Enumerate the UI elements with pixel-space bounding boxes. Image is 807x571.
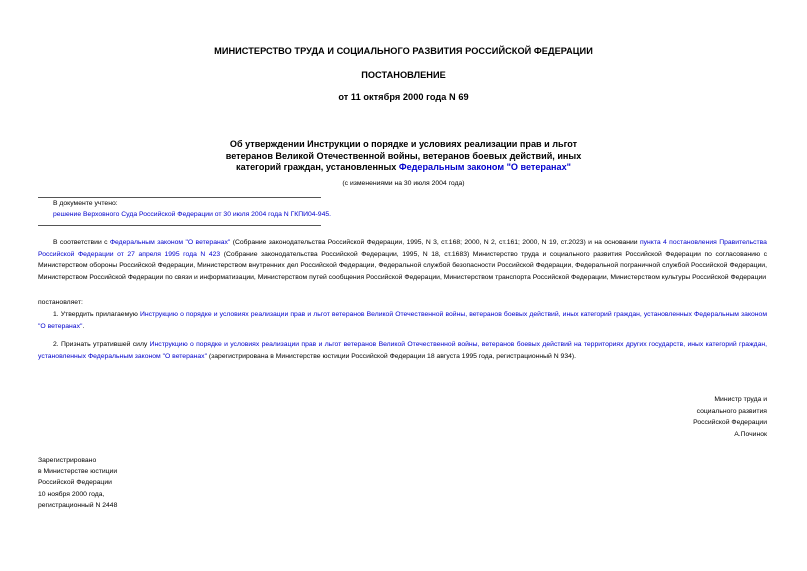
item-2-text: 2. Признать утратившей силу	[53, 341, 150, 348]
preamble-text-1: В соответствии с	[53, 239, 110, 246]
signature-line-3: Российской Федерации	[693, 419, 767, 426]
signature-name: А.Починок	[734, 430, 767, 438]
item-1-paragraph	[38, 309, 767, 332]
registration-line-2: в Министерстве юстиции	[38, 468, 118, 476]
item-2-end: (зарегистрирована в Министерстве юстиции Российской Федерации 18 августа 1995 года, регистрационный N 934).	[206, 352, 577, 360]
preamble-text-2: (Собрание законодательства Российской Федерации, 1995, N 3, ст.168; 2000, N 2, ст.161; 2000, N 19, ст.2023) и на основании	[230, 239, 640, 246]
document-date: от 11 октября 2000 года N 69	[338, 92, 469, 102]
supreme-court-decision-link[interactable]: решение Верховного Суда Российской Федерации от 30 июля 2004 года N ГКПИ04-945.	[53, 211, 332, 218]
item-1-text: 1. Утвердить прилагаемую	[53, 311, 140, 318]
amendments-note: (с изменениями на 30 июля 2004 года)	[342, 180, 465, 187]
document-title	[0, 139, 807, 174]
veterans-law-link[interactable]: Федеральным законом "О ветеранах"	[109, 239, 231, 246]
instruction-approved-link[interactable]: Инструкцию о порядке и условиях реализации прав и льгот ветеранов Великой Отечественной войны, ветеранов боевых действий, иных категорий граждан, установленных Федеральным законом "О ветеранах"	[38, 311, 767, 330]
title-line-3	[0, 162, 807, 174]
registration-date: 10 ноября 2000 года,	[38, 490, 105, 498]
registration-number: регистрационный N 2448	[38, 501, 118, 509]
signature-line-2: социального развития	[696, 407, 767, 415]
veterans-law-title-link[interactable]: Федеральным законом "О ветеранах"	[398, 162, 571, 172]
minister-signature	[560, 394, 767, 440]
title-line-1: Об утверждении Инструкции о порядке и условиях реализации прав и льгот	[229, 139, 578, 149]
signature-line-1: Министр труда и	[714, 396, 767, 403]
title-line-2: ветеранов Великой Отечественной войны, ветеранов боевых действий, иных	[225, 150, 582, 161]
resolves-label: постановляет:	[38, 299, 83, 306]
title-line-3-text: категорий граждан, установленных	[236, 162, 399, 172]
registration-line-1: Зарегистрировано	[38, 457, 97, 464]
item-2-paragraph	[38, 339, 767, 362]
document-type: ПОСТАНОВЛЕНИЕ	[361, 70, 446, 80]
instruction-repealed-link[interactable]: Инструкцию о порядке и условиях реализации прав и льгот ветеранов Великой Отечественной войны, ветеранов боевых действий на территориях других государств, иных категорий граждан, установленных Федеральным законом "О ветеранах"	[38, 341, 767, 360]
divider-bottom	[38, 225, 321, 226]
preamble-paragraph	[38, 237, 767, 284]
accounted-label: В документе учтено:	[53, 200, 118, 207]
registration-block	[38, 455, 117, 511]
ministry-heading: МИНИСТЕРСТВО ТРУДА И СОЦИАЛЬНОГО РАЗВИТИЯ РОССИЙСКОЙ ФЕДЕРАЦИИ	[214, 46, 593, 56]
item-1-end: .	[82, 322, 85, 330]
registration-line-3: Российской Федерации	[38, 479, 112, 487]
government-decree-link[interactable]: пункта 4 постановления Правительства Российской Федерации от 27 апреля 1995 года N 423	[38, 239, 767, 258]
preamble-text-3: (Собрание законодательства Российской Федерации, 1995, N 18, ст.1683) Министерство труда и социального развития Российской Федерации по согласованию с Министерством обороны Российской Федерации, Министерством внутренних дел Российской Федерации, Федеральной службой безопасности Российской Федерации, Федеральной пограничной службой Российской Федерации, Министерством Российской Федерации по связи и информатизации, Министерством путей сообщения Российской Федерации, Министерством транспорта Российской Федерации, Министерством культуры Российской Федерации	[38, 250, 767, 282]
